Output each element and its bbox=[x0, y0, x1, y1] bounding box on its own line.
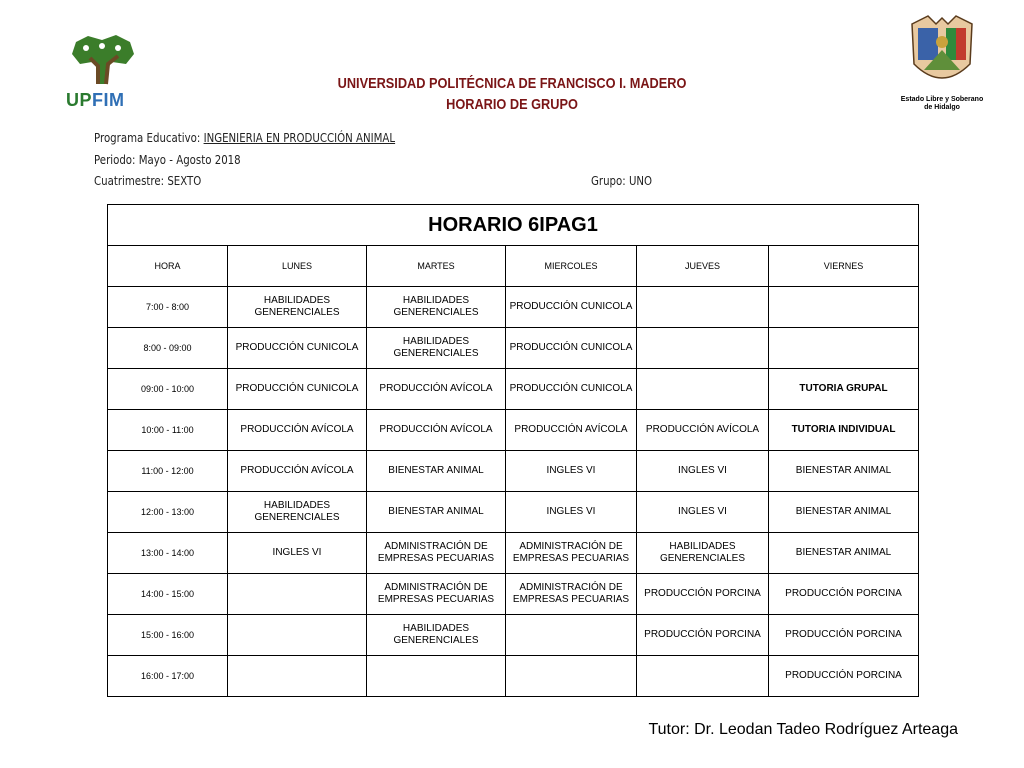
class-cell: BIENESTAR ANIMAL bbox=[769, 533, 919, 574]
table-row bbox=[108, 533, 919, 574]
class-cell: PRODUCCIÓN PORCINA bbox=[637, 574, 769, 615]
hour-cell: 12:00 - 13:00 bbox=[108, 492, 228, 533]
class-cell: TUTORIA INDIVIDUAL bbox=[769, 410, 919, 451]
class-cell bbox=[637, 656, 769, 697]
periodo-line: Periodo: Mayo - Agosto 2018 bbox=[94, 153, 241, 167]
class-cell: PRODUCCIÓN PORCINA bbox=[769, 656, 919, 697]
hour-cell: 11:00 - 12:00 bbox=[108, 451, 228, 492]
class-cell: INGLES VI bbox=[637, 492, 769, 533]
class-cell: INGLES VI bbox=[637, 451, 769, 492]
class-cell: PRODUCCIÓN AVÍCOLA bbox=[367, 410, 506, 451]
class-cell: HABILIDADES GENERENCIALES bbox=[367, 615, 506, 656]
schedule-subtitle: HORARIO DE GRUPO bbox=[446, 96, 578, 113]
class-cell: PRODUCCIÓN CUNICOLA bbox=[506, 328, 637, 369]
university-title: UNIVERSIDAD POLITÉCNICA DE FRANCISCO I. MADERO bbox=[337, 75, 687, 92]
class-cell: PRODUCCIÓN CUNICOLA bbox=[228, 328, 367, 369]
class-cell bbox=[637, 287, 769, 328]
hour-cell: 09:00 - 10:00 bbox=[108, 369, 228, 410]
header-lunes: LUNES bbox=[228, 246, 367, 287]
class-cell: PRODUCCIÓN AVÍCOLA bbox=[506, 410, 637, 451]
class-cell: PRODUCCIÓN CUNICOLA bbox=[228, 369, 367, 410]
class-cell: ADMINISTRACIÓN DE EMPRESAS PECUARIAS bbox=[506, 533, 637, 574]
header-miercoles: MIERCOLES bbox=[506, 246, 637, 287]
state-caption: Estado Libre y Soberano de Hidalgo bbox=[900, 96, 984, 111]
header-viernes: VIERNES bbox=[769, 246, 919, 287]
table-row bbox=[108, 615, 919, 656]
class-cell: HABILIDADES GENERENCIALES bbox=[367, 287, 506, 328]
class-cell bbox=[228, 615, 367, 656]
tutor-name: Tutor: Dr. Leodan Tadeo Rodríguez Arteaga bbox=[648, 721, 958, 738]
hour-cell: 16:00 - 17:00 bbox=[108, 656, 228, 697]
class-cell: PRODUCCIÓN AVÍCOLA bbox=[228, 410, 367, 451]
class-cell: INGLES VI bbox=[228, 533, 367, 574]
class-cell bbox=[506, 656, 637, 697]
class-cell: PRODUCCIÓN CUNICOLA bbox=[506, 287, 637, 328]
hour-cell: 7:00 - 8:00 bbox=[108, 287, 228, 328]
class-cell bbox=[506, 615, 637, 656]
table-row bbox=[108, 410, 919, 451]
class-cell: PRODUCCIÓN PORCINA bbox=[769, 615, 919, 656]
hour-cell: 8:00 - 09:00 bbox=[108, 328, 228, 369]
class-cell bbox=[637, 369, 769, 410]
class-cell: BIENESTAR ANIMAL bbox=[367, 492, 506, 533]
table-row bbox=[108, 287, 919, 328]
class-cell: ADMINISTRACIÓN DE EMPRESAS PECUARIAS bbox=[367, 533, 506, 574]
table-row bbox=[108, 574, 919, 615]
class-cell: PRODUCCIÓN PORCINA bbox=[637, 615, 769, 656]
class-cell: BIENESTAR ANIMAL bbox=[769, 492, 919, 533]
hour-cell: 14:00 - 15:00 bbox=[108, 574, 228, 615]
class-cell: TUTORIA GRUPAL bbox=[769, 369, 919, 410]
class-cell: HABILIDADES GENERENCIALES bbox=[228, 287, 367, 328]
schedule-title: HORARIO 6IPAG1 bbox=[108, 205, 919, 246]
programa-line bbox=[94, 131, 395, 145]
header-hora: HORA bbox=[108, 246, 228, 287]
class-cell: PRODUCCIÓN AVÍCOLA bbox=[367, 369, 506, 410]
column-header-row bbox=[108, 246, 919, 287]
class-cell: BIENESTAR ANIMAL bbox=[769, 451, 919, 492]
header-jueves: JUEVES bbox=[637, 246, 769, 287]
class-cell: HABILIDADES GENERENCIALES bbox=[228, 492, 367, 533]
class-cell bbox=[769, 328, 919, 369]
hour-cell: 13:00 - 14:00 bbox=[108, 533, 228, 574]
class-cell: HABILIDADES GENERENCIALES bbox=[637, 533, 769, 574]
schedule-title-row bbox=[108, 205, 919, 246]
table-row bbox=[108, 451, 919, 492]
class-cell bbox=[367, 656, 506, 697]
cuatrimestre-line: Cuatrimestre: SEXTO bbox=[94, 174, 202, 188]
class-cell: PRODUCCIÓN AVÍCOLA bbox=[637, 410, 769, 451]
class-cell: PRODUCCIÓN AVÍCOLA bbox=[228, 451, 367, 492]
class-cell: ADMINISTRACIÓN DE EMPRESAS PECUARIAS bbox=[367, 574, 506, 615]
table-row bbox=[108, 328, 919, 369]
class-cell: INGLES VI bbox=[506, 451, 637, 492]
class-cell bbox=[228, 574, 367, 615]
hour-cell: 15:00 - 16:00 bbox=[108, 615, 228, 656]
class-cell: PRODUCCIÓN CUNICOLA bbox=[506, 369, 637, 410]
programa-value: INGENIERIA EN PRODUCCIÓN ANIMAL bbox=[203, 131, 396, 145]
class-cell: BIENESTAR ANIMAL bbox=[367, 451, 506, 492]
hour-cell: 10:00 - 11:00 bbox=[108, 410, 228, 451]
header-martes: MARTES bbox=[367, 246, 506, 287]
table-row bbox=[108, 369, 919, 410]
class-cell: HABILIDADES GENERENCIALES bbox=[367, 328, 506, 369]
class-cell: ADMINISTRACIÓN DE EMPRESAS PECUARIAS bbox=[506, 574, 637, 615]
class-cell bbox=[228, 656, 367, 697]
schedule-body bbox=[108, 287, 919, 697]
table-row bbox=[108, 656, 919, 697]
grupo-line: Grupo: UNO bbox=[591, 174, 653, 188]
class-cell: PRODUCCIÓN PORCINA bbox=[769, 574, 919, 615]
table-row bbox=[108, 492, 919, 533]
class-cell bbox=[637, 328, 769, 369]
class-cell bbox=[769, 287, 919, 328]
schedule-table bbox=[107, 204, 919, 697]
programa-label: Programa Educativo: bbox=[94, 131, 204, 145]
class-cell: INGLES VI bbox=[506, 492, 637, 533]
upfim-wordmark: UPFIM bbox=[66, 90, 125, 110]
